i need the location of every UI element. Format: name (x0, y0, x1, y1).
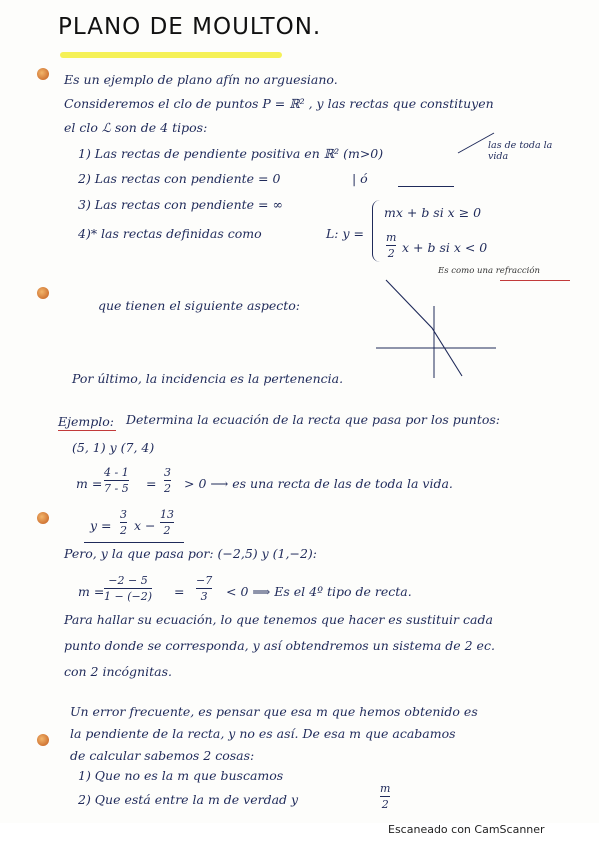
example-text: Determina la ecuación de la recta que pasa por los puntos: (126, 412, 501, 427)
type-4-fraction (386, 231, 396, 260)
example-y-mid: x − (134, 518, 156, 533)
second-line-1: Pero, y la que pasa por: (−2,5) y (1,−2): (64, 546, 317, 561)
type-1: 1) Las rectas de pendiente positiva en ℝ² (m>0) (78, 146, 384, 161)
refracted-line (386, 280, 462, 376)
example-y-fraction-1 (120, 508, 127, 537)
example-underline (58, 430, 116, 431)
note-slash (456, 131, 496, 155)
type-4-case-1: mx + b si x ≥ 0 (384, 205, 482, 220)
fraction-denominator: 7 - 5 (104, 482, 129, 495)
error-fraction (380, 782, 390, 811)
shape-line: que tienen el siguiente aspecto: (98, 298, 301, 313)
second-m-prefix: m = (78, 584, 105, 599)
second-eq: = (174, 584, 185, 599)
example-m-suffix: > 0 ⟶ es una recta de las de toda la vida. (184, 476, 453, 491)
second-m-suffix: < 0 ⟹ Es el 4º tipo de recta. (226, 584, 412, 599)
fraction-denominator: 2 (120, 524, 127, 537)
example-fraction-2 (164, 466, 171, 495)
fraction-bar (160, 522, 174, 523)
fraction-numerator: 13 (160, 508, 174, 521)
fraction-denominator: 1 − (−2) (104, 590, 153, 603)
page-title: PLANO DE MOULTON. (58, 14, 322, 40)
error-line-4: 1) Que no es la m que buscamos (78, 768, 284, 783)
fraction-denominator: 2 (387, 247, 395, 260)
scanner-watermark: Escaneado con CamScanner (388, 823, 545, 836)
second-line-3: punto donde se corresponda, y así obtendremos un sistema de 2 ec. (64, 638, 495, 653)
fraction-numerator: 3 (164, 466, 171, 479)
piecewise-brace (372, 200, 383, 262)
fraction-denominator: 2 (164, 482, 171, 495)
type-4-case-2: x + b si x < 0 (402, 240, 488, 255)
type-2-alt: | ó (352, 171, 368, 186)
horizontal-line-symbol (398, 186, 454, 187)
intro-line-2a: Consideremos el clo de puntos (64, 96, 259, 111)
fraction-numerator: 3 (120, 508, 127, 521)
second-fraction-1 (104, 574, 152, 603)
fraction-numerator: −7 (196, 574, 213, 587)
intro-math-p: P = ℝ² (262, 96, 305, 111)
fraction-bar (380, 796, 390, 797)
fraction-bar (120, 522, 127, 523)
error-line-1: Un error frecuente, es pensar que esa m que hemos obtenido es (70, 704, 478, 719)
intro-line-2b: , y las rectas que constituyen (308, 96, 494, 111)
example-y-prefix: y = (90, 518, 112, 533)
fraction-bar (196, 588, 212, 589)
example-points: (5, 1) y (7, 4) (72, 440, 155, 455)
moulton-line-sketch (376, 278, 500, 378)
fraction-denominator: 3 (200, 590, 208, 603)
fraction-numerator: 4 - 1 (104, 466, 129, 479)
intro-line-2 (64, 96, 494, 111)
example-eq: = (146, 476, 157, 491)
type-4-eq: L: y = (326, 226, 364, 241)
second-line-2: Para hallar su ecuación, lo que tenemos que hacer es sustituir cada (64, 612, 493, 627)
second-line-4: con 2 incógnitas. (64, 664, 172, 679)
binder-hole (37, 287, 49, 299)
second-fraction-2 (196, 574, 212, 603)
fraction-denominator: 2 (163, 524, 171, 537)
fraction-bar (164, 480, 171, 481)
fraction-numerator: m (386, 231, 397, 244)
fraction-bar (104, 588, 152, 589)
binder-hole (37, 734, 49, 746)
example-fraction-1 (104, 466, 129, 495)
refraction-note: Es como una refracción (438, 266, 540, 276)
example-y-underline (84, 542, 184, 543)
intro-line-3: el clo ℒ son de 4 tipos: (64, 120, 208, 135)
refraction-underline (500, 280, 570, 281)
error-line-3: de calcular sabemos 2 cosas: (70, 748, 255, 763)
intro-line-1: Es un ejemplo de plano afín no arguesiano. (64, 72, 338, 87)
type-3: 3) Las rectas con pendiente = ∞ (78, 197, 283, 212)
incidence-line: Por último, la incidencia es la pertenencia. (72, 371, 344, 386)
example-label: Ejemplo: (58, 414, 114, 429)
title-highlight (60, 52, 282, 58)
fraction-denominator: 2 (381, 798, 389, 811)
example-y-fraction-2 (160, 508, 174, 537)
type-4: 4)* las rectas definidas como (78, 226, 262, 241)
binder-hole (37, 512, 49, 524)
fraction-numerator: m (380, 782, 391, 795)
example-m-prefix: m = (76, 476, 103, 491)
fraction-bar (104, 480, 129, 481)
binder-hole (37, 68, 49, 80)
type-2: 2) Las rectas con pendiente = 0 (78, 171, 281, 186)
error-line-5: 2) Que está entre la m de verdad y (78, 792, 299, 807)
fraction-numerator: −2 − 5 (108, 574, 148, 587)
fraction-bar (386, 245, 396, 246)
type-1-note: las de toda la vida (488, 140, 553, 162)
error-line-2: la pendiente de la recta, y no es así. De esa m que acabamos (70, 726, 456, 741)
